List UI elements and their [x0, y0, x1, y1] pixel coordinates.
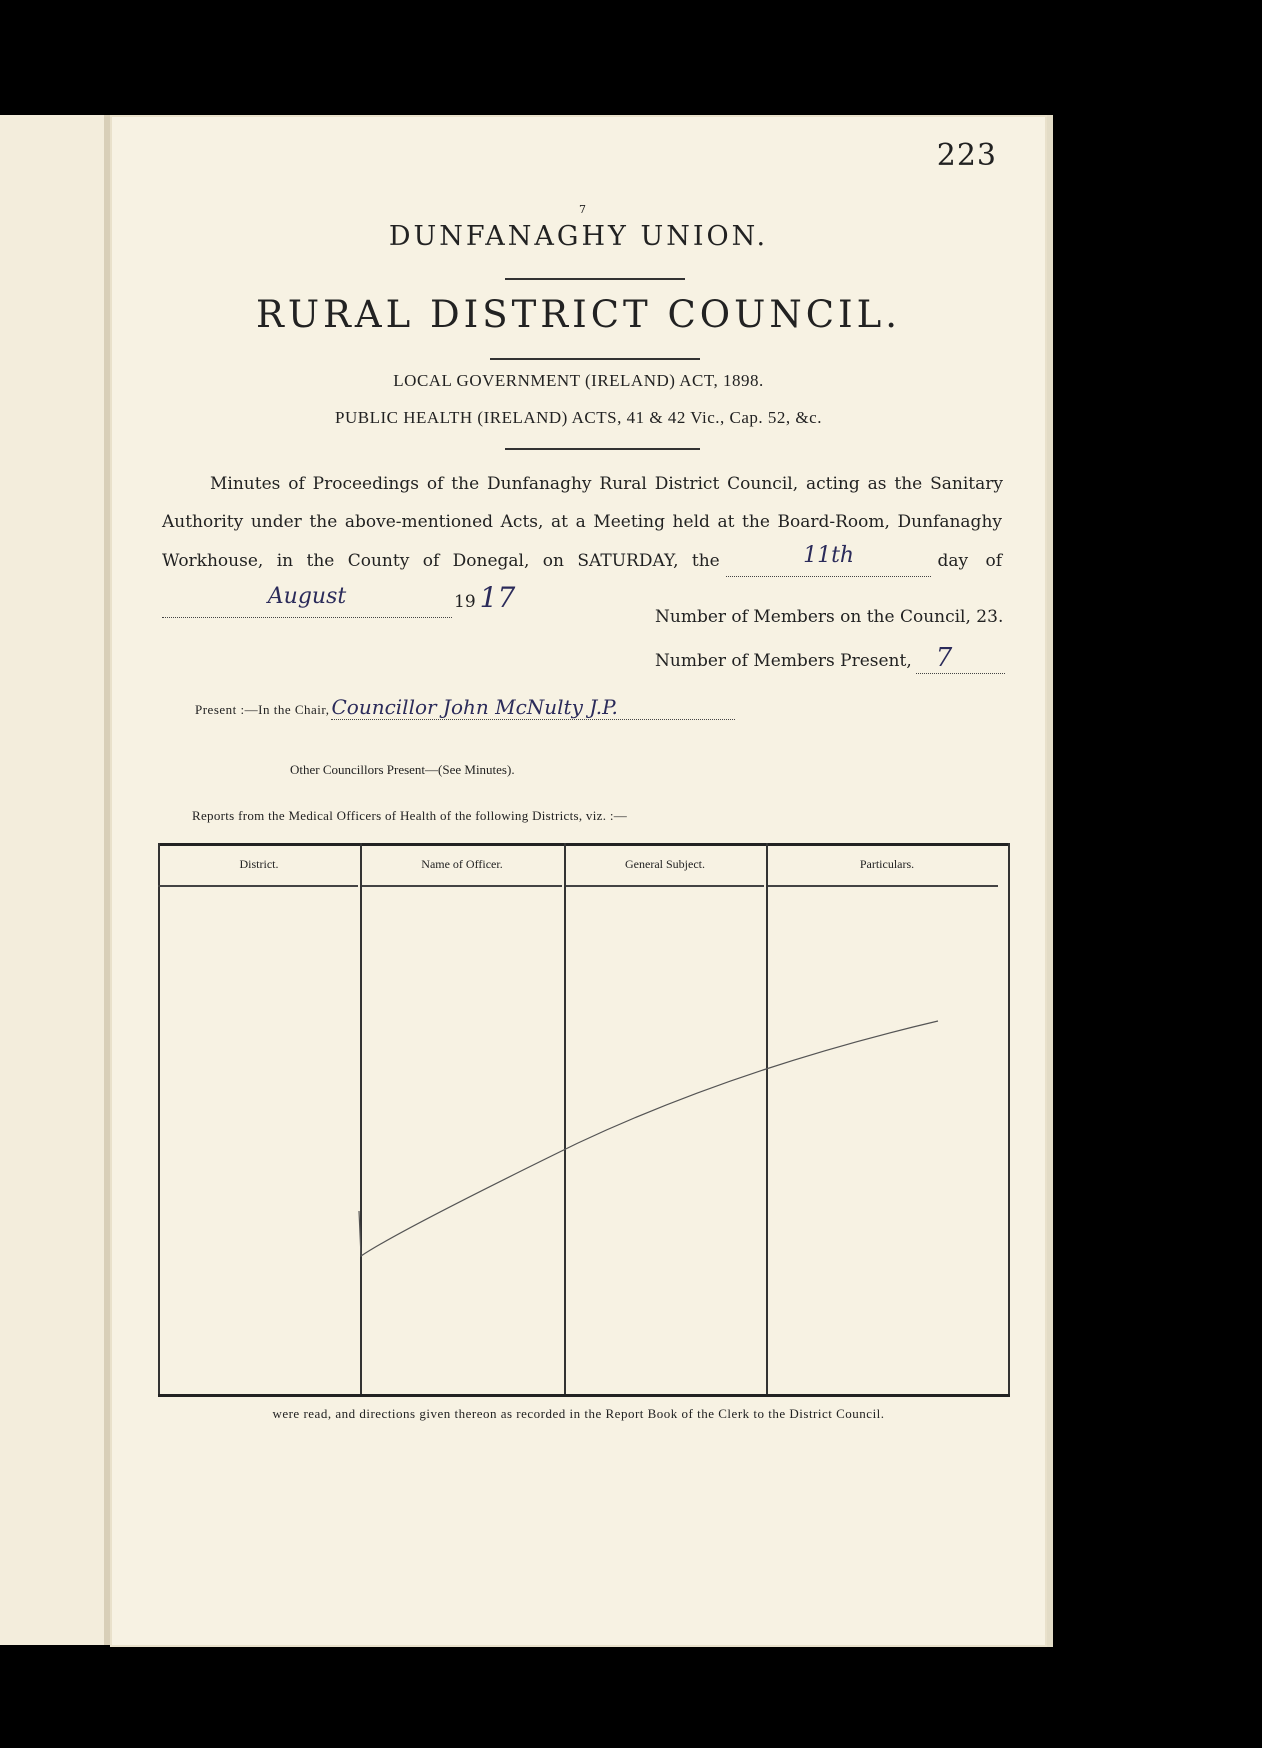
chair-field	[331, 695, 735, 720]
ledger-page	[110, 115, 1047, 1647]
council-title: RURAL DISTRICT COUNCIL.	[256, 293, 901, 336]
union-title: DUNFANAGHY UNION.	[388, 221, 769, 252]
act-line-2: PUBLIC HEALTH (IRELAND) ACTS, 41 & 42 Vic., Cap. 52, &c.	[335, 408, 822, 427]
members-present-label: Number of Members Present,	[655, 651, 912, 671]
minutes-line-2: Authority under the above-mentioned Acts, at a Meeting held at the Board-Room, Dunfanaghy	[162, 512, 1002, 532]
members-present-field	[916, 643, 1005, 674]
act-line-1: LOCAL GOVERNMENT (IRELAND) ACT, 1898.	[393, 371, 764, 390]
page-number: 223	[936, 138, 997, 173]
members-on-council: Number of Members on the Council, 23.	[655, 607, 1004, 627]
column-header-subject: General Subject.	[625, 857, 705, 871]
members-present-handwritten: 7	[935, 643, 953, 673]
present-label: Present :—In the Chair,	[195, 702, 330, 717]
year-prefix: 19	[454, 592, 476, 612]
column-header-officer: Name of Officer.	[421, 857, 503, 871]
minutes-line-3-suffix: day of	[937, 551, 1002, 571]
minutes-line-1: Minutes of Proceedings of the Dunfanaghy Rural District Council, acting as the Sanitary	[210, 474, 1003, 494]
form-number: 7	[579, 203, 586, 216]
act-rule	[505, 448, 700, 450]
page-edge	[1047, 115, 1053, 1647]
column-header-district: District.	[239, 857, 279, 871]
year-handwritten: 17	[479, 581, 516, 614]
chair-handwritten: Councillor John McNulty J.P.	[331, 695, 618, 719]
reports-table	[158, 843, 1010, 1397]
other-councillors: Other Councillors Present—(See Minutes).	[290, 762, 515, 777]
reports-intro: Reports from the Medical Officers of Health of the following Districts, viz. :—	[192, 808, 628, 823]
members-present-line	[655, 643, 1005, 674]
month-field	[162, 578, 452, 618]
minutes-line-3-prefix: Workhouse, in the County of Donegal, on SATURDAY, the	[162, 551, 720, 571]
column-header-particulars: Particulars.	[859, 857, 915, 871]
day-handwritten: 11th	[803, 543, 855, 568]
facing-page	[0, 115, 104, 1645]
day-field	[726, 537, 932, 577]
chair-line	[195, 695, 735, 720]
cancel-stroke	[158, 843, 1010, 1397]
title-rule	[505, 278, 685, 280]
date-line	[162, 579, 522, 622]
minutes-line-3	[162, 541, 1002, 581]
subtitle-rule	[490, 358, 700, 360]
month-handwritten: August	[267, 584, 347, 609]
footer-text: were read, and directions given thereon as recorded in the Report Book of the Clerk to the District Council.	[272, 1406, 885, 1421]
